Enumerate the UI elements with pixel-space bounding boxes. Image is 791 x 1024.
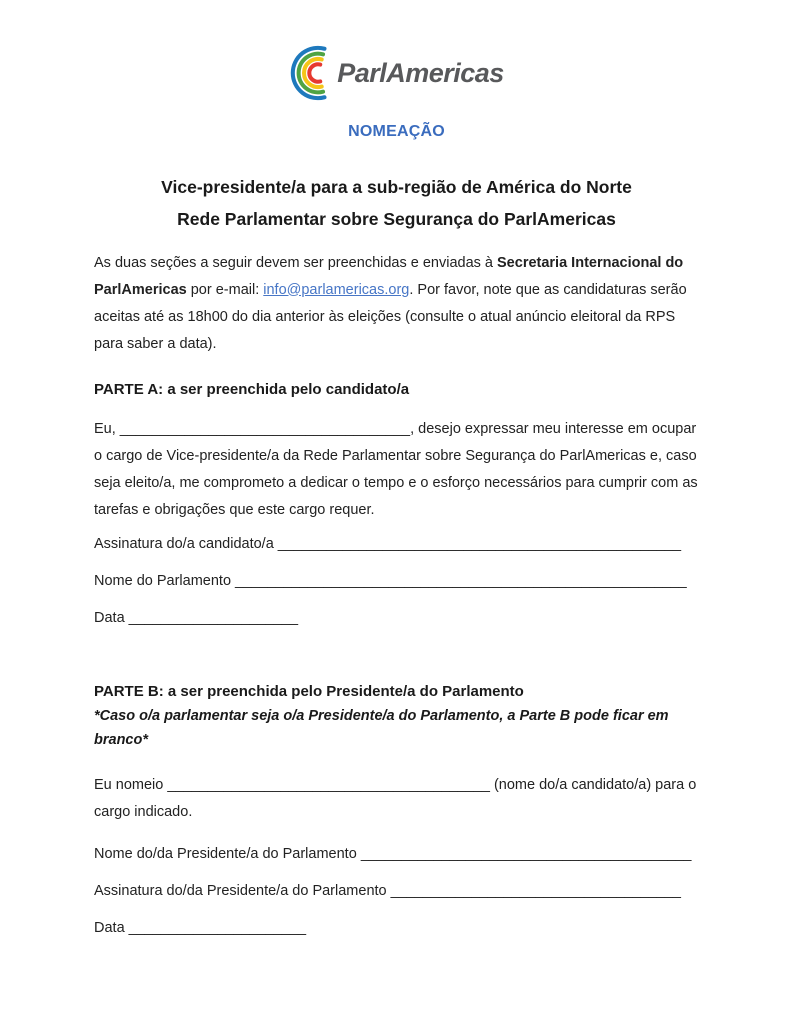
field-date-a	[94, 608, 699, 628]
field-label: Nome do/da Presidente/a do Parlamento	[94, 845, 361, 862]
field-label: Data	[94, 609, 129, 626]
candidate-name-blank: ____________________________________	[119, 420, 411, 437]
parte-b-heading: PARTE B: a ser preenchida pelo Presidente/a do Parlamento	[94, 682, 524, 700]
logo-wordmark: ParlAmericas	[337, 58, 504, 88]
field-parliament-name	[94, 571, 699, 591]
parte-b-statement-text-2: (nome do/a candidato/a) para o cargo indicado.	[94, 776, 697, 820]
parte-a-heading: PARTE A: a ser preenchida pelo candidato/a	[94, 380, 410, 398]
intro-text-2: por e-mail:	[186, 281, 264, 298]
parte-b-statement-text-1: Eu nomeio	[94, 776, 168, 793]
parte-a-fields	[94, 526, 699, 628]
document-title: NOMEAÇÃO	[348, 123, 445, 140]
field-label: Data	[94, 919, 129, 936]
parliament-name-blank: ________________________________________________________	[235, 572, 687, 589]
intro-text-3: . Por favor, note que as candidaturas serão aceitas até as 18h00 do dia anterior às eleições (consulte o atual anúncio eleitoral da RPS para saber a data).	[94, 281, 687, 352]
intro-bold-secretariat: Secretaria Internacional do ParlAmericas	[94, 254, 684, 298]
field-candidate-signature	[94, 534, 699, 554]
parte-b-note: *Caso o/a parlamentar seja o/a Presidente/a do Parlamento, a Parte B pode ficar em branco*	[94, 707, 669, 748]
field-speaker-signature	[94, 881, 699, 901]
field-label: Assinatura do/a candidato/a	[94, 535, 278, 552]
heading-line-1: Vice-presidente/a para a sub-região de América do Norte	[161, 177, 632, 197]
field-label: Nome do Parlamento	[94, 572, 236, 589]
parte-b-fields	[94, 836, 699, 938]
email-link[interactable]: info@parlamericas.org	[263, 281, 410, 298]
parlamericas-logo	[94, 44, 699, 102]
heading-line-2: Rede Parlamentar sobre Segurança do ParlAmericas	[177, 209, 616, 229]
intro-paragraph	[94, 250, 699, 358]
parte-a-statement-text-2: , desejo expressar meu interesse em ocupar o cargo de Vice-presidente/a da Rede Parlamentar sobre Segurança do ParlAmericas e, caso seja eleito/a, me comprometo a dedicar o tempo e o esforço necessários para cumprir com as tarefas e obrigações que este cargo requer.	[94, 420, 698, 518]
parte-a-statement-text-1: Eu,	[94, 420, 120, 437]
field-speaker-name	[94, 844, 699, 864]
field-label: Assinatura do/da Presidente/a do Parlamento	[94, 882, 391, 899]
field-date-b	[94, 918, 699, 938]
date-blank: ______________________	[128, 919, 307, 936]
signature-blank: __________________________________________________	[277, 535, 682, 552]
intro-text-1: As duas seções a seguir devem ser preenchidas e enviadas à	[94, 254, 498, 271]
nominee-name-blank: ________________________________________	[167, 776, 490, 793]
speaker-signature-blank: ____________________________________	[390, 882, 681, 899]
speaker-name-blank: _________________________________________	[360, 845, 692, 862]
date-blank: _____________________	[128, 609, 299, 626]
main-heading	[94, 171, 699, 235]
parte-b-statement	[94, 772, 699, 826]
parte-a-statement	[94, 416, 699, 524]
